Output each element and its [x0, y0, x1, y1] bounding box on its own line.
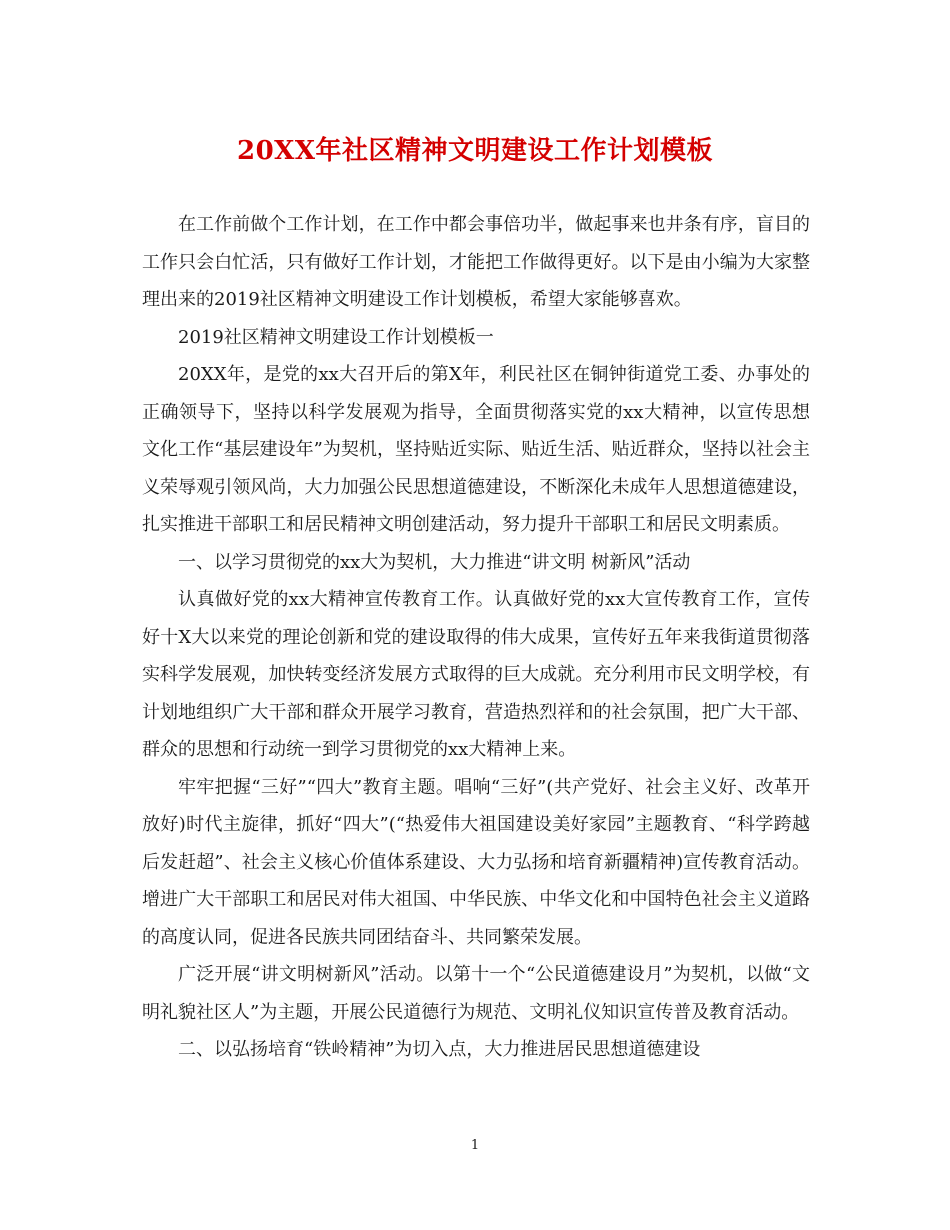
body-paragraph: 广泛开展“讲文明树新风”活动。以第十一个“公民道德建设月”为契机，以做“文明礼貌社区人”为主题，开展公民道德行为规范、文明礼仪知识宣传普及教育活动。 [142, 964, 810, 1023]
section-heading-template-one: 2019社区精神文明建设工作计划模板一 [178, 326, 494, 348]
overview-paragraph: 20XX年，是党的xx大召开后的第X年，利民社区在铜钟街道党工委、办事处的正确领导下，坚持以科学发展观为指导，全面贯彻落实党的xx大精神，以宣传思想文化工作“基层建设年”为契机，坚持贴近实际、贴近生活、贴近群众，坚持以社会主义荣辱观引领风尚，大力加强公民思想道德建设，不断深化未成年人思想道德建设，扎实推进干部职工和居民精神文明创建活动，努力提升干部职工和居民文明素质。 [142, 364, 810, 535]
page-number: 1 [470, 1138, 480, 1153]
document-body [142, 206, 810, 1069]
intro-paragraph: 在工作前做个工作计划，在工作中都会事倍功半，做起事来也井条有序，盲目的工作只会白忙活，只有做好工作计划，才能把工作做得更好。以下是由小编为大家整理出来的2019社区精神文明建设工作计划模板，希望大家能够喜欢。 [142, 214, 810, 310]
section-heading-one: 一、以学习贯彻党的xx大为契机，大力推进“讲文明 树新风”活动 [178, 551, 691, 573]
section-heading-two: 二、以弘扬培育“铁岭精神”为切入点，大力推进居民思想道德建设 [178, 1039, 701, 1060]
body-paragraph: 牢牢把握“三好”“四大”教育主题。唱响“三好”(共产党好、社会主义好、改革开放好)时代主旋律，抓好“四大”(“热爱伟大祖国建设美好家园”主题教育、“科学跨越 后发赶超”、社会主义核心价值体系建设、大力弘扬和培育新疆精神)宣传教育活动。增进广大干部职工和居民对伟大祖国、中华民族、中华文化和中国特色社会主义道路的高度认同，促进各民族共同团结奋斗、共同繁荣发展。 [142, 776, 810, 948]
body-paragraph: 认真做好党的xx大精神宣传教育工作。认真做好党的xx大宣传教育工作，宣传好十X大以来党的理论创新和党的建设取得的伟大成果，宣传好五年来我街道贯彻落实科学发展观，加快转变经济发展方式取得的巨大成就。充分利用市民文明学校，有计划地组织广大干部和群众开展学习教育，营造热烈祥和的社会氛围，把广大干部、群众的思想和行动统一到学习贯彻党的xx大精神上来。 [142, 589, 810, 760]
document-title: 20XX年社区精神文明建设工作计划模板 [236, 136, 714, 166]
